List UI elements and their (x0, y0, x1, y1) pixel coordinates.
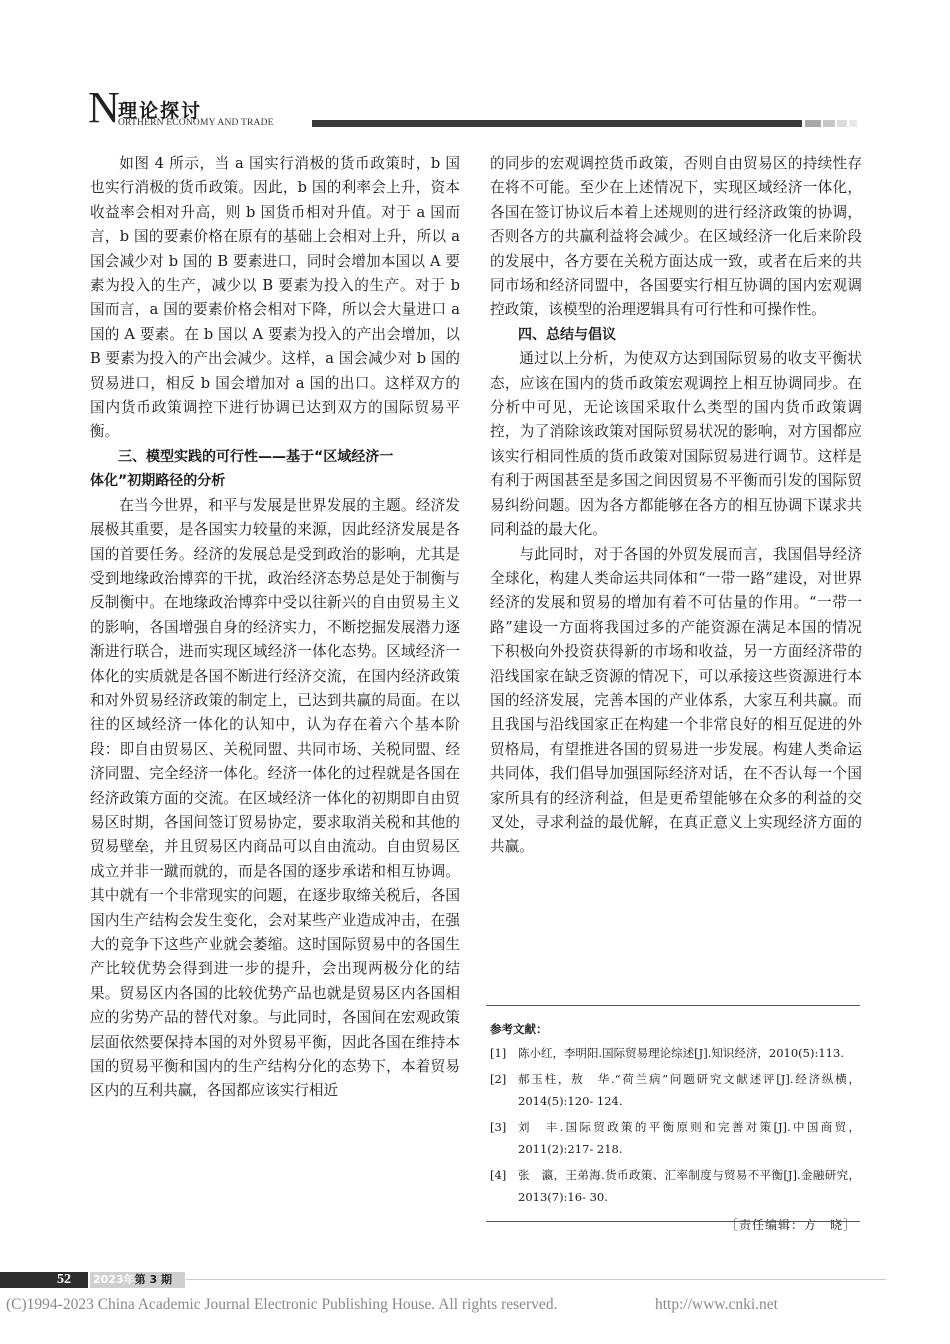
references (486, 1005, 860, 1236)
body-paragraph: 通过以上分析，为使双方达到国际贸易的收支平衡状态，应该在国内的货币政策宏观调控上相互协调同步。在分析中可见，无论该国采取什么类型的国内货币政策调控，为了消除该政策对国际贸易状况的影响，对方国都应该实行相同性质的货币政策对国际贸易进行调节。这样是有利于两国甚至是多国之间因贸易不平衡而引发的国际贸易纠纷问题。因为各方都能够在各方的相互协调下谋求共同利益的最大化。 (490, 350, 862, 539)
footer-rule (186, 1279, 886, 1280)
left-column (90, 152, 460, 1104)
section-heading: 四、总结与倡议 (518, 326, 616, 343)
issue-number: 第 3 期 (134, 1273, 172, 1286)
header-rule-fade (805, 120, 821, 127)
section-heading: 三、模型实践的可行性——基于“区域经济一 (118, 448, 394, 465)
reference-number: [1] (490, 1046, 507, 1060)
issue-label (90, 1272, 185, 1288)
body-paragraph: 如图 4 所示，当 a 国实行消极的货币政策时，b 国也实行消极的货币政策。因此，b 国的利率会上升，资本收益率会相对升高，则 b 国货币相对升值。对于 a 国而言，b 国的要素价格在原有的基础上会相对上升，所以 a 国会减少对 b 国的 B 要素进口，同时会增加本国以 A 要素为投入的生产，减少以 B 要素为投入的生产。对于 b 国而言，a 国的要素价格会相对下降，所以会大量进口 a 国的 A 要素。在 b 国以 A 要素为投入的产出会增加，以 B 要素为投入的产出会减少。这样，a 国会减少对 b 国的贸易进口，相反 b 国会增加对 a 国的出口。这样双方的国内货币政策调控下进行协调已达到双方的国际贸易平衡。 (90, 155, 460, 441)
issue-year: 2023年 (93, 1273, 135, 1286)
reference-item (486, 1068, 860, 1112)
references-bottom-rule (486, 1221, 860, 1222)
journal-name: ORTHERN ECONOMY AND TRADE (118, 118, 274, 128)
references-title: 参考文献： (490, 1022, 548, 1036)
header-rule (312, 120, 802, 127)
header-rule-fade (837, 120, 847, 127)
reference-text: 刘 丰.国际贸政策的平衡原则和完善对策[J].中国商贸，2011(2):217- 218. (518, 1120, 860, 1156)
reference-text: 陈小红，李明阳.国际贸易理论综述[J].知识经济，2010(5):113. (518, 1046, 844, 1060)
body-paragraph: 在当今世界，和平与发展是世界发展的主题。经济发展极其重要，是各国实力较量的来源，因此经济发展是各国的首要任务。经济的发展总是受到政治的影响，尤其是受到地缘政治博弈的干扰，政治经济态势总是处于制衡与反制衡中。在地缘政治博弈中受以往新兴的自由贸易主义的影响，各国增强自身的经济实力，不断挖掘发展潜力逐渐进行联合，进而实现区域经济一体化态势。区域经济一体化的实质就是各国不断进行经济交流，在国内经济政策和对外贸易经济政策的制定上，已达到共赢的局面。在以往的区域经济一体化的认知中，认为存在着六个基本阶段：即自由贸易区、关税同盟、共同市场、关税同盟、经济同盟、完全经济一体化。经济一体化的过程就是各国在经济政策方面的交流。在区域经济一体化的初期即自由贸易区时期，各国间签订贸易协定，要求取消关税和其他的贸易壁垒，并且贸易区内商品可以自由流动。自由贸易区成立并非一蹴而就的，而是各国的逐步承诺和相互协调。其中就有一个非常现实的问题，在逐步取缔关税后，各国国内生产结构会发生变化，会对某些产业造成冲击，在强大的竞争下这些产业就会萎缩。这时国际贸易中的各国生产比较优势会得到进一步的提升，会出现两极分化的结果。贸易区内各国的比较优势产品也就是贸易区内各国相应的劣势产品的替代对象。与此同时，各国间在宏观政策层面依然要保持本国的对外贸易平衡，因此各国在维持本国的贸易平衡和国内的生产结构分化的态势下，本着贸易区内的互利共赢，各国都应该实行相近 (90, 496, 460, 1100)
reference-item (486, 1116, 860, 1160)
body-paragraph: 的同步的宏观调控货币政策，否则自由贸易区的持续性存在将不可能。至少在上述情况下，实现区域经济一体化，各国在签订协议后本着上述规则的进行经济政策的协调，否则各方的共赢利益将会减少。在区域经济一化后来阶段的发展中，各方要在关税方面达成一致，或者在后来的共同市场和经济同盟中，各国要实行相互协调的国内宏观调控政策，该模型的治理逻辑具有可行性和可操作性。 (490, 155, 862, 319)
reference-number: [3] (490, 1120, 507, 1134)
cnki-link[interactable]: http://www.cnki.net (655, 1296, 778, 1313)
header-rule-fade (849, 120, 857, 127)
section-title: 理论探讨 (118, 100, 203, 122)
header-rule-fade (823, 120, 835, 127)
responsible-editor: ［责任编辑：方 晓］ (725, 1218, 856, 1232)
right-column (490, 152, 862, 860)
reference-text: 张 瀛，王弟海.货币政策、汇率制度与贸易不平衡[J].金融研究，2013(7):16- 30. (518, 1168, 860, 1204)
body-paragraph: 与此同时，对于各国的外贸发展而言，我国倡导经济全球化，构建人类命运共同体和“一带一路”建设，对世界经济的发展和贸易的增加有着不可估量的作用。“一带一路”建设一方面将我国过多的产能资源在满足本国的情况下积极向外投资获得新的市场和收益，另一方面经济带的沿线国家在缺乏资源的情况下，可以承接这些资源进行本国的经济发展，完善本国的产业体系，大家互利共赢。而且我国与沿线国家正在构建一个非常良好的相互促进的外贸格局，有望推进各国的贸易进一步发展。构建人类命运共同体，我们倡导加强国际经济对话，在不否认每一个国家所具有的经济利益，但是更希望能够在众多的利益的交叉处，寻求利益的最优解，在真正意义上实现经济方面的共赢。 (490, 545, 862, 856)
journal-logo-letter: N (88, 83, 120, 132)
reference-number: [4] (490, 1168, 507, 1182)
section-heading-cont: 体化”初期路径的分析 (90, 473, 226, 490)
reference-text: 郝玉柱，敖 华.“荷兰病”问题研究文献述评[J].经济纵横，2014(5):120- 124. (518, 1072, 860, 1108)
page-number: 52 (57, 1272, 71, 1287)
copyright-notice: (C)1994-2023 China Academic Journal Electronic Publishing House. All rights reserved. (6, 1296, 558, 1313)
reference-number: [2] (490, 1072, 507, 1086)
reference-item (486, 1042, 860, 1064)
reference-item (486, 1164, 860, 1208)
